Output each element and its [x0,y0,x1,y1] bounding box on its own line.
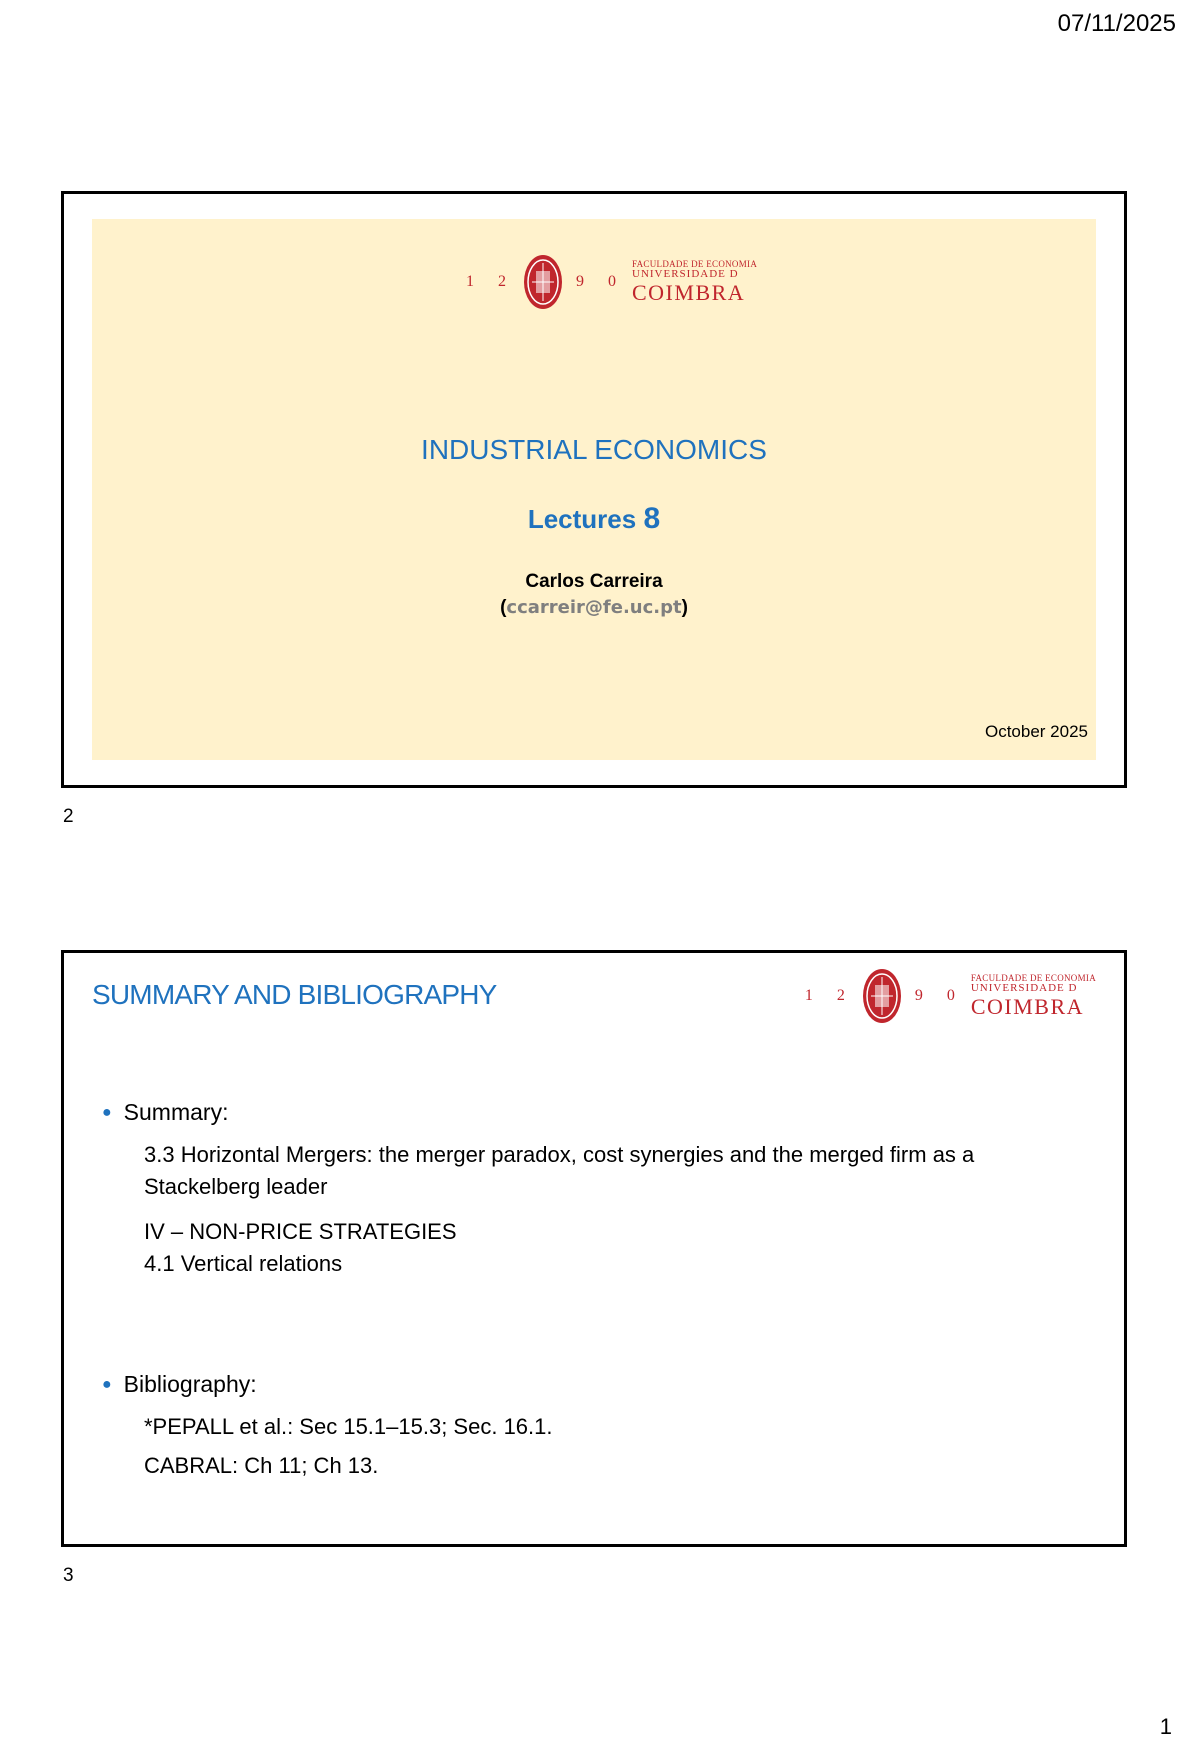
logo-year-right: 9 0 [576,273,626,290]
bullet-dot-icon: ● [102,1104,112,1121]
logo-year-left: 1 2 [466,273,516,290]
email-close-paren: ) [681,597,688,618]
university-seal-icon [861,967,903,1025]
print-date: 07/11/2025 [1057,10,1176,37]
logo-text [632,260,757,304]
slide-number: 2 [63,806,74,827]
slide-number: 3 [63,1565,74,1586]
summary-section [144,1216,1094,1280]
summary-item: 4.1 Vertical relations [144,1251,343,1276]
logo-faculty: FACULDADE DE ECONOMIA [632,258,758,269]
lecture-label: Lectures [527,504,637,534]
university-seal-icon [522,253,564,311]
author-name: Carlos Carreira [525,571,663,592]
bibliography-item: *PEPALL et al.: Sec 15.1–15.3; Sec. 16.1. [144,1414,553,1439]
slide-date: October 2025 [984,722,1088,741]
bullet-summary [102,1099,228,1126]
bullet-bibliography [102,1371,257,1398]
slide-title [61,191,1127,788]
bullet-dot-icon: ● [102,1376,112,1393]
logo-coimbra: COIMBRA [632,279,746,305]
bibliography-item: CABRAL: Ch 11; Ch 13. [144,1453,379,1478]
email-address[interactable]: ccarreir@fe.uc.pt [506,597,682,618]
logo-year-right: 9 0 [914,987,965,1004]
slide-heading: SUMMARY AND BIBLIOGRAPHY [92,979,497,1010]
summary-item: IV – NON-PRICE STRATEGIES [144,1219,457,1244]
logo-university: UNIVERSIDADE D [970,982,1078,995]
lecture-title [92,502,1096,536]
logo-year-left: 1 2 [804,987,855,1004]
logo-text [971,974,1096,1018]
university-logo [805,967,1096,1025]
bibliography-label: Bibliography: [123,1371,257,1397]
author-email [92,597,1096,619]
summary-label: Summary: [123,1099,229,1125]
course-title: INDUSTRIAL ECONOMICS [421,434,767,465]
summary-item: 3.3 Horizontal Mergers: the merger paradox, cost synergies and the merged firm as a Stackelberg leader [144,1142,975,1199]
slide-summary [61,950,1127,1547]
logo-faculty: FACULDADE DE ECONOMIA [970,972,1096,983]
email-open-paren: ( [500,597,507,618]
title-panel [92,219,1096,760]
page-number: 1 [1159,1714,1172,1739]
university-logo [466,253,757,311]
logo-university: UNIVERSIDADE D [632,268,739,281]
lecture-number: 8 [643,502,661,535]
logo-coimbra: COIMBRA [970,993,1085,1019]
